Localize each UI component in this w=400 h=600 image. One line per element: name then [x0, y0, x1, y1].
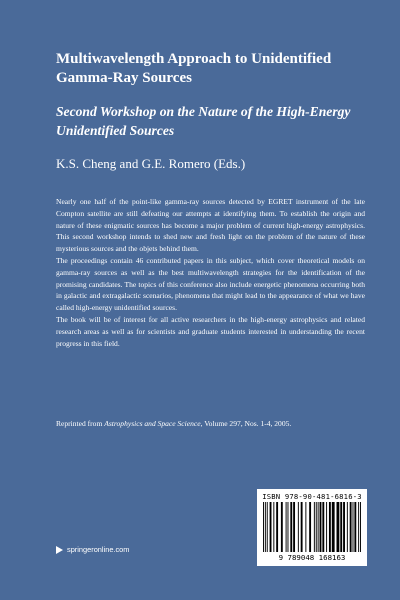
- ean-digits: 9 789048 168163: [278, 553, 346, 562]
- description-paragraph: The book will be of interest for all active researchers in the high-energy astrophysics and related research areas as well as for scientists and graduate students interested in understanding the recent progress in this field.: [56, 314, 365, 348]
- barcode-bar: [350, 502, 352, 552]
- barcode-bar: [298, 502, 299, 552]
- barcode-bar: [340, 502, 342, 552]
- isbn-label: ISBN 978-90-481-6816-3: [262, 492, 362, 501]
- description-paragraph: The proceedings contain 46 contributed papers in this subject, which cover theoretical models on gamma-ray sources as well as the best multiwavelength strategies for the identification of the promising candidates. The topics of this conference also include energetic phenomena occurring both in galactic and extragalactic scenarios, phenomena that might lead to the appearance of what we have called high-energy unidentified sources.: [56, 255, 365, 313]
- barcode-bar: [301, 502, 303, 552]
- barcode-bar: [265, 502, 266, 552]
- barcode-bar: [286, 502, 287, 552]
- barcode-bar: [281, 502, 283, 552]
- barcode-bar: [360, 502, 361, 552]
- book-editors: K.S. Cheng and G.E. Romero (Eds.): [56, 156, 246, 171]
- reprint-suffix: , Volume 297, Nos. 1-4, 2005.: [200, 419, 292, 428]
- barcode-bar: [263, 502, 264, 552]
- barcode-bar: [293, 502, 295, 552]
- barcode-bar: [320, 502, 322, 552]
- barcode-bar: [288, 502, 289, 552]
- barcode-bar: [343, 502, 345, 552]
- book-subtitle: Second Workshop on the Nature of the High-Energy Unidentified Sources: [56, 104, 351, 138]
- barcode-bar: [358, 502, 359, 552]
- reprint-journal: Astrophysics and Space Science: [104, 419, 201, 428]
- description-paragraph: Nearly one half of the point-like gamma-ray sources detected by EGRET instrument of the late Compton satellite are still defeating our attempts at identifying them. To establish the origin and nature of these enigmatic sources has become a major problem of current high-energy astrophysics. This second workshop intends to shed new and fresh light on the problem of the nature of these mysterious sources and the objets behind them.: [56, 197, 365, 254]
- barcode-bars: [263, 502, 361, 552]
- reprint-prefix: Reprinted from: [56, 419, 105, 428]
- barcode-bar: [305, 502, 306, 552]
- barcode-bar: [337, 502, 340, 552]
- barcode-bar: [276, 502, 278, 552]
- barcode-bar: [353, 502, 354, 552]
- barcode-bar: [318, 502, 319, 552]
- barcode-bar: [329, 502, 331, 552]
- barcode-bar: [347, 502, 348, 552]
- barcode-bar: [354, 502, 356, 552]
- barcode-bar: [309, 502, 311, 552]
- barcode-box: [257, 489, 367, 566]
- barcode-bar: [332, 502, 335, 552]
- barcode-bar: [290, 502, 292, 552]
- chevron-right-icon: [56, 546, 63, 554]
- barcode-bar: [316, 502, 317, 552]
- barcode-bar: [270, 502, 272, 552]
- barcode-bar: [267, 502, 268, 552]
- publisher-link[interactable]: [56, 545, 129, 555]
- barcode-bar: [326, 502, 327, 552]
- book-title: Multiwavelength Approach to Unidentified Gamma-Ray Sources: [56, 51, 332, 86]
- barcode-bar: [273, 502, 274, 552]
- barcode-bar: [322, 502, 324, 552]
- reprint-note: [56, 418, 376, 429]
- publisher-url[interactable]: springeronline.com: [67, 545, 130, 554]
- barcode-bar: [314, 502, 315, 552]
- book-description: [56, 196, 365, 349]
